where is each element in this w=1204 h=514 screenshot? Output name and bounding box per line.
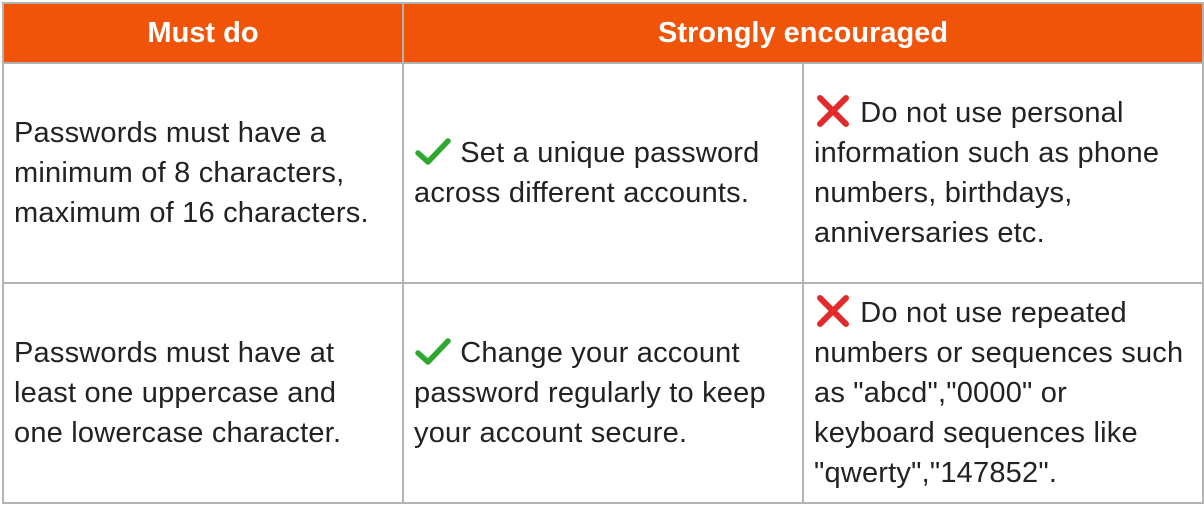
do-text: Change your account password regularly to keep your account secure.: [414, 337, 766, 449]
must-do-cell: [3, 283, 403, 503]
checkmark-icon: [414, 134, 452, 168]
header-strongly-encouraged: Strongly encouraged: [403, 3, 1203, 63]
dont-text: Do not use repeated numbers or sequences such as "abcd","0000" or keyboard sequences like "qwerty","147852".: [814, 297, 1184, 489]
cross-icon: [814, 294, 852, 328]
dont-cell: [803, 63, 1203, 283]
dont-text: Do not use personal information such as phone numbers, birthdays, anniversaries etc.: [814, 97, 1160, 249]
password-guidelines-table: [2, 2, 1204, 504]
checkmark-icon: [414, 334, 452, 368]
dont-cell: [803, 283, 1203, 503]
must-do-cell: [3, 63, 403, 283]
table-row: [3, 283, 1203, 503]
do-text: Set a unique password across different accounts.: [414, 137, 760, 209]
do-cell: [403, 63, 803, 283]
must-do-text: Passwords must have at least one uppercase and one lowercase character.: [14, 337, 342, 449]
table-row: [3, 63, 1203, 283]
header-must-do: Must do: [3, 3, 403, 63]
do-cell: [403, 283, 803, 503]
header-row: [3, 3, 1203, 63]
must-do-text: Passwords must have a minimum of 8 characters, maximum of 16 characters.: [14, 117, 369, 229]
cross-icon: [814, 94, 852, 128]
